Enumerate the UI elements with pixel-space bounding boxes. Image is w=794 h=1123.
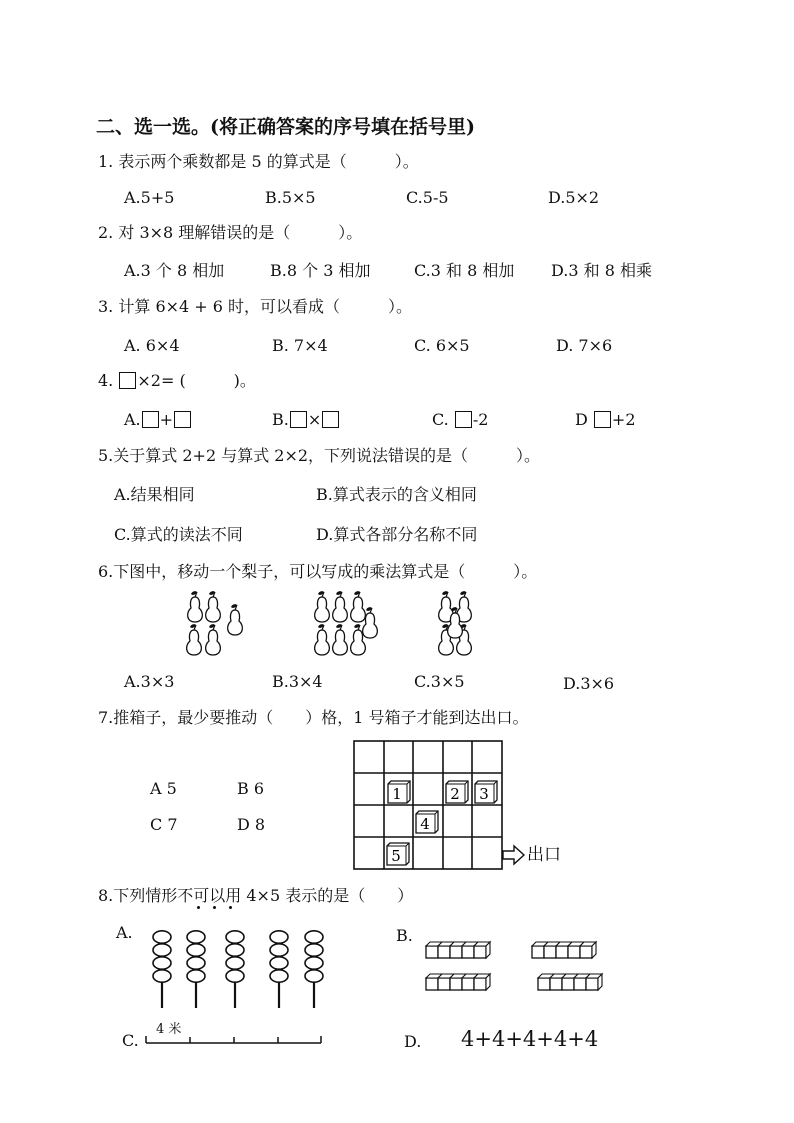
ruler-label: 4 米: [156, 1022, 182, 1037]
q6-option-d: D.3×6: [563, 674, 615, 693]
blank-square-icon: [174, 411, 191, 428]
q2-option-b: B.8 个 3 相加: [270, 261, 371, 280]
q8-label-d: D.: [404, 1032, 422, 1051]
abacus-bead: [226, 931, 244, 943]
emphasis-dot: [213, 906, 216, 909]
q1-option-a: A.5+5: [124, 188, 175, 207]
q8-d-expression: 4+4+4+4+4: [461, 1027, 599, 1051]
box-5: [387, 843, 409, 865]
q8-label-c: C.: [122, 1031, 139, 1050]
cube: [426, 978, 438, 990]
blank-square-icon: [322, 411, 339, 428]
q7-option-c: C 7: [150, 815, 178, 834]
q6-option-a: A.3×3: [124, 672, 175, 691]
cube-sticks-figure: [420, 936, 620, 996]
pear-icon: [333, 590, 348, 622]
cube: [450, 978, 462, 990]
box-2-label: 2: [450, 785, 460, 803]
cube: [426, 946, 438, 958]
emphasis-dot: [229, 906, 232, 909]
cube: [438, 946, 450, 958]
pear-icon: [315, 623, 330, 655]
q5-option-d: D.算式各部分名称不同: [316, 525, 478, 544]
cube: [550, 978, 562, 990]
cube: [556, 946, 568, 958]
q1-option-b: B.5×5: [265, 188, 316, 207]
section-title: 二、选一选。(将正确答案的序号填在括号里): [96, 116, 475, 138]
q2-option-a: A.3 个 8 相加: [124, 261, 225, 280]
abacus-bead: [153, 957, 171, 969]
q3-option-b: B. 7×4: [272, 336, 328, 355]
abacus-bead: [305, 970, 323, 982]
abacus-bead: [153, 931, 171, 943]
box-5-label: 5: [391, 847, 401, 865]
q8-label-a: A.: [116, 923, 133, 942]
cube-stick: [532, 942, 596, 958]
cube: [450, 946, 462, 958]
q6-stem: 6.下图中，移动一个梨子，可以写成的乘法算式是（ ）。: [98, 562, 538, 581]
q3-stem: 3. 计算 6×4 + 6 时，可以看成（ ）。: [98, 297, 413, 316]
q4-option-d: D +2: [575, 410, 636, 429]
box-4-label: 4: [420, 815, 430, 833]
q1-stem: 1. 表示两个乘数都是 5 的算式是（ ）。: [98, 152, 419, 171]
box-2: [446, 781, 468, 803]
cube: [562, 978, 574, 990]
cube: [438, 978, 450, 990]
abacus-bead: [270, 944, 288, 956]
q2-option-c: C.3 和 8 相加: [414, 261, 515, 280]
abacus-bead: [226, 957, 244, 969]
q7-option-a: A 5: [150, 779, 177, 798]
abacus-bead: [187, 931, 205, 943]
box-3: [475, 781, 497, 803]
q7-option-b: B 6: [237, 779, 265, 798]
push-box-grid: [354, 741, 504, 871]
q8-stem: 8.下列情形不可以用 4×5 表示的是（ ）: [98, 886, 414, 905]
q7-stem: 7.推箱子，最少要推动（ ）格，1 号箱子才能到达出口。: [98, 708, 529, 727]
pear-icon: [206, 590, 221, 622]
q6-option-c: C.3×5: [414, 672, 465, 691]
q5-option-a: A.结果相同: [114, 485, 195, 504]
abacus-bead: [187, 944, 205, 956]
pear-icon: [188, 590, 203, 622]
q5-option-b: B.算式表示的含义相同: [316, 485, 477, 504]
cube: [462, 978, 474, 990]
emphasis-dot: [197, 906, 200, 909]
abacus-bead: [270, 957, 288, 969]
pear-icon: [187, 623, 202, 655]
abacus-bead: [226, 970, 244, 982]
abacus-bead: [153, 970, 171, 982]
cube-stick: [426, 974, 490, 990]
pear-icon: [333, 623, 348, 655]
cube: [538, 978, 550, 990]
q3-option-c: C. 6×5: [414, 336, 470, 355]
q2-option-d: D.3 和 8 相乘: [551, 261, 652, 280]
box-1: [388, 781, 410, 803]
abacus-bead: [305, 944, 323, 956]
pear-icon: [351, 590, 366, 622]
abacus-bead: [270, 970, 288, 982]
abacus-bead: [153, 944, 171, 956]
cube: [568, 946, 580, 958]
box-1-label: 1: [392, 785, 402, 803]
q4-option-c: C. -2: [432, 410, 489, 429]
pear-groups: [0, 585, 794, 665]
cube: [474, 946, 486, 958]
abacus-figure: [140, 922, 360, 1012]
pear-icon: [228, 603, 243, 635]
ruler-figure: [144, 1034, 324, 1050]
exit-label: 出口: [527, 845, 561, 865]
q7-option-d: D 8: [237, 815, 266, 834]
abacus-bead: [226, 944, 244, 956]
q1-option-c: C.5-5: [406, 188, 449, 207]
cube: [474, 978, 486, 990]
q8-label-b: B.: [396, 926, 413, 945]
q5-stem: 5.关于算式 2+2 与算式 2×2，下列说法错误的是（ ）。: [98, 446, 541, 465]
q2-stem: 2. 对 3×8 理解错误的是（ ）。: [98, 223, 363, 242]
q4-option-b: B. ×: [272, 410, 340, 430]
pear-icon: [206, 623, 221, 655]
abacus-bead: [187, 970, 205, 982]
cube: [580, 946, 592, 958]
blank-square-icon: [594, 411, 611, 428]
q4-stem: 4. ×2= ( )。: [98, 371, 256, 390]
box-4: [416, 811, 438, 833]
q3-option-d: D. 7×6: [556, 336, 613, 355]
cube: [574, 978, 586, 990]
cube-stick: [538, 974, 602, 990]
q6-option-b: B.3×4: [272, 672, 323, 691]
cube: [462, 946, 474, 958]
blank-square-icon: [290, 411, 307, 428]
abacus-bead: [187, 957, 205, 969]
q1-option-d: D.5×2: [548, 188, 600, 207]
cube: [586, 978, 598, 990]
abacus-bead: [305, 931, 323, 943]
pear-icon: [315, 590, 330, 622]
blank-square-icon: [455, 411, 472, 428]
cube-stick: [426, 942, 490, 958]
cube: [544, 946, 556, 958]
abacus-bead: [270, 931, 288, 943]
q4-option-a: A. +: [124, 410, 192, 430]
cube: [532, 946, 544, 958]
abacus-bead: [305, 957, 323, 969]
box-3-label: 3: [479, 785, 489, 803]
q3-option-a: A. 6×4: [124, 336, 180, 355]
q5-option-c: C.算式的读法不同: [114, 525, 243, 544]
blank-square-icon: [142, 411, 159, 428]
blank-square-icon: [119, 372, 136, 389]
